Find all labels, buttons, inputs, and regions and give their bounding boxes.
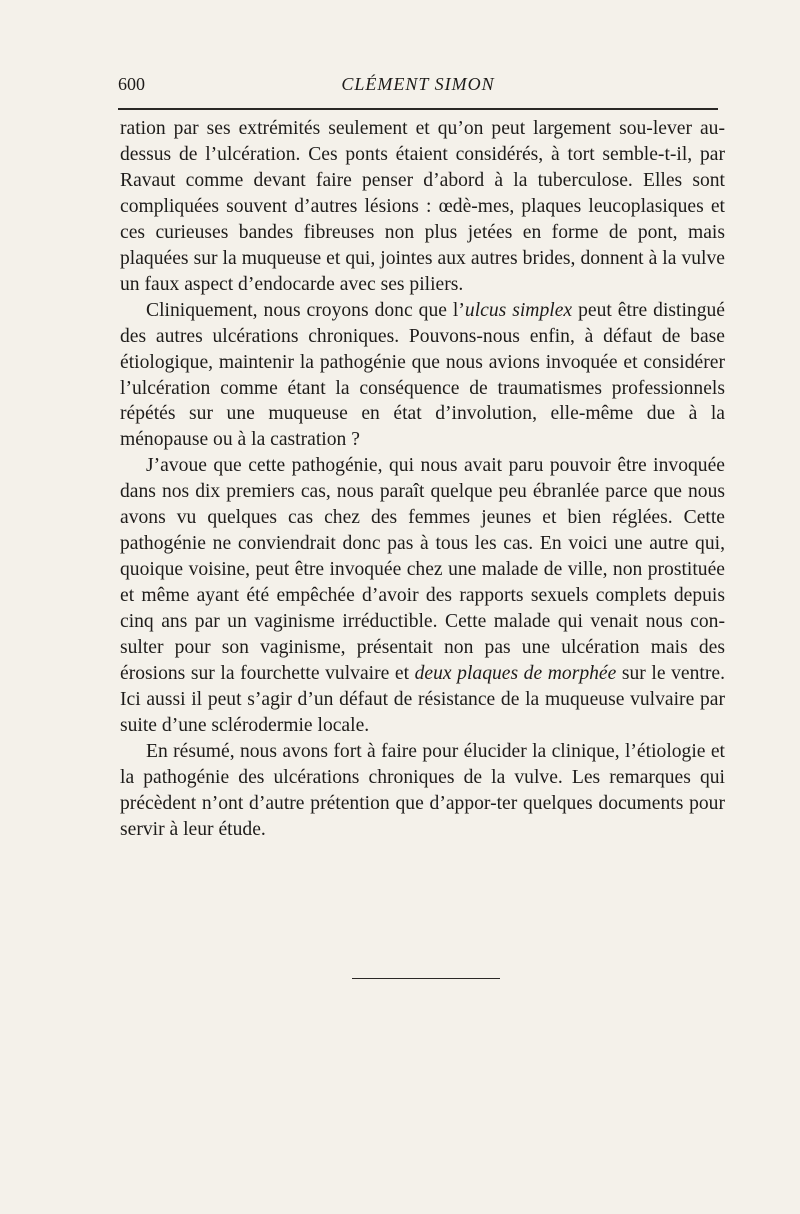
paragraph-3-text-start: J’avoue que cette pathogénie, qui nous avait paru pouvoir être invoquée dans nos dix premiers cas, nous paraît quelque peu ébranlée parce que nous avons vu quelques cas chez des femmes jeunes et bien réglées. Cette pathogénie ne conviendrait donc pas à tous les cas. En voici une autre qui, quoique voisine, peut être invoquée chez une malade de ville, non prostituée et même ayant été empêchée d’avoir des rapports sexuels complets depuis cinq ans par un vaginisme irréductible. Cette malade qui venait nous con-sulter pour son vaginisme, présentait non pas une ulcération mais des érosions sur la fourchette vulvaire et (120, 455, 725, 685)
italic-term-ulcus-simplex: ulcus simplex (464, 299, 573, 321)
paragraph-2 (120, 298, 725, 454)
paragraph-4-text: En résumé, nous avons fort à faire pour élucider la clinique, l’étiologie et la pathogénie des ulcérations chroniques de la vulve. Les remarques qui précèdent n’ont d’autre prétention que d’appor-ter quelques documents pour servir à leur étude. (120, 740, 725, 840)
running-title: CLÉMENT SIMON (341, 74, 495, 94)
page-header (118, 74, 718, 96)
paragraph-4 (120, 739, 725, 843)
paragraph-2-text-end: peut être distingué des autres ulcérations chroniques. Pouvons-nous enfin, à défaut de base étiologique, maintenir la pathogénie que nous avions invoquée et considérer l’ulcération comme étant la conséquence de traumatismes professionnels répétés sur une muqueuse en état d’involution, elle-même due à la ménopause ou à la castration ? (120, 299, 725, 451)
body-text (120, 116, 725, 843)
page-number: 600 (118, 74, 145, 94)
paragraph-3 (120, 453, 725, 738)
end-of-chapter-rule (352, 978, 500, 979)
header-rule (118, 108, 718, 110)
paragraph-1 (120, 116, 725, 298)
paragraph-3-text-end: sur le ventre. Ici aussi il peut s’agir d’un défaut de résistance de la muqueuse vulvaire par suite d’une sclérodermie locale. (120, 663, 725, 736)
paragraph-2-text-start: Cliniquement, nous croyons donc que l’ (146, 299, 465, 321)
paragraph-1-text: ration par ses extrémités seulement et qu’on peut largement sou-lever au-dessus de l’ulcération. Ces ponts étaient considérés, à tort semble-t-il, par Ravaut comme devant faire penser d’abord à la tuberculose. Elles sont compliquées souvent d’autres lésions : œdè-mes, plaques leucoplasiques et ces curieuses bandes fibreuses non plus jetées en forme de pont, mais plaquées sur la muqueuse et qui, jointes aux autres brides, donnent à la vulve un faux aspect d’endocarde avec ses piliers. (120, 118, 725, 295)
italic-term-deux-plaques-de-morphee: deux plaques de morphée (414, 663, 617, 685)
